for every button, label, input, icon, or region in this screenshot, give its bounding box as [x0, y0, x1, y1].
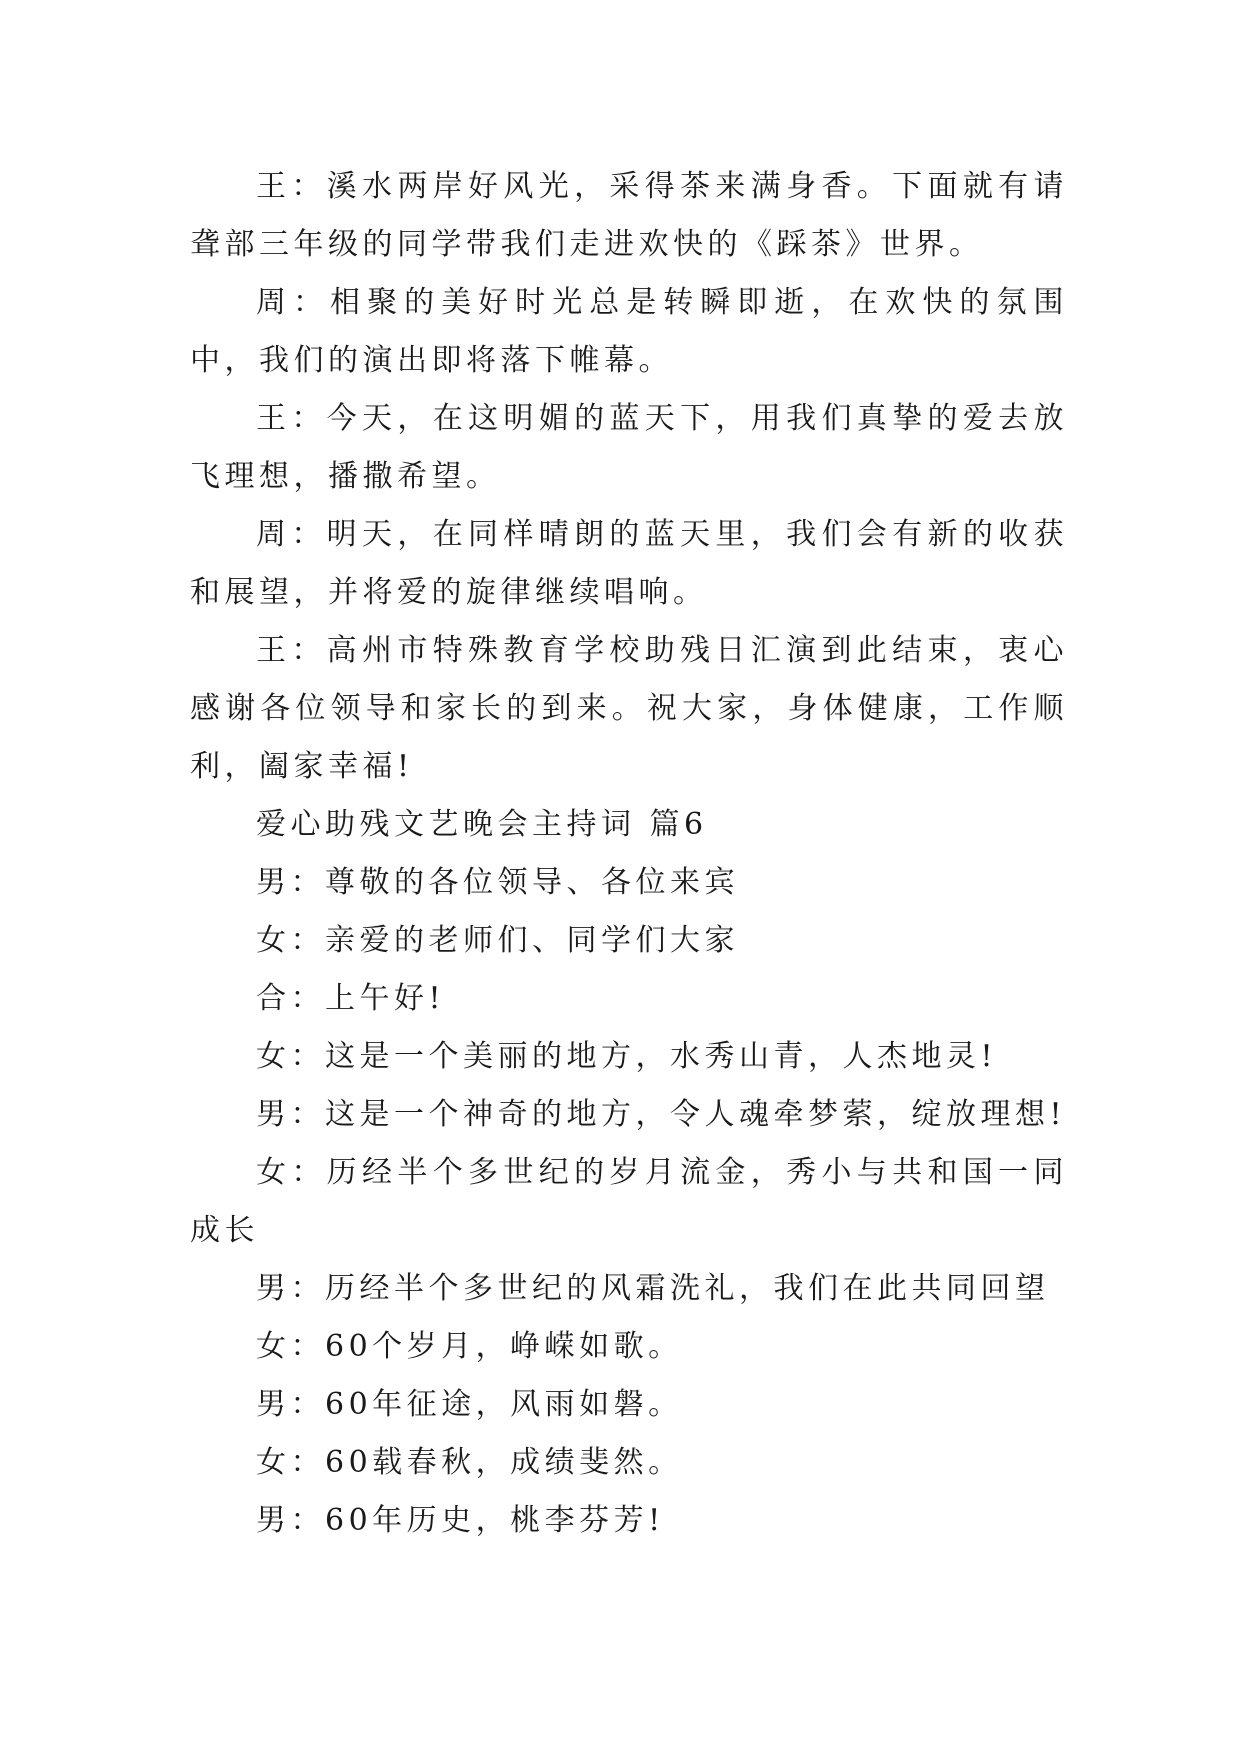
paragraph: 合：上午好!: [256, 981, 446, 1016]
document-page: [190, 158, 1068, 1550]
paragraph: 周：相聚的美好时光总是转瞬即逝，在欢快的氛围中，我们的演出即将落下帷幕。: [190, 285, 1068, 378]
paragraph: 女：60载春秋，成绩斐然。: [256, 1445, 683, 1480]
paragraph: 男：尊敬的各位领导、各位来宾: [256, 865, 739, 900]
paragraph: 王：溪水两岸好风光，采得茶来满身香。下面就有请聋部三年级的同学带我们走进欢快的《踩茶》世界。: [190, 169, 1068, 262]
paragraph: 男：60年征途，风雨如磐。: [256, 1387, 683, 1422]
paragraph: 王：高州市特殊教育学校助残日汇演到此结束，衷心感谢各位领导和家长的到来。祝大家，身体健康，工作顺利，阖家幸福!: [190, 633, 1068, 784]
paragraph: 女：这是一个美丽的地方，水秀山青，人杰地灵!: [256, 1039, 998, 1074]
paragraph: 王：今天，在这明媚的蓝天下，用我们真挚的爱去放飞理想，播撒希望。: [190, 401, 1068, 494]
paragraph: 男：这是一个神奇的地方，令人魂牵梦萦，绽放理想!: [256, 1097, 1067, 1132]
paragraph: 女：60个岁月，峥嵘如歌。: [256, 1329, 683, 1364]
paragraph: 周：明天，在同样晴朗的蓝天里，我们会有新的收获和展望，并将爱的旋律继续唱响。: [190, 517, 1068, 610]
paragraph: 男：历经半个多世纪的风霜洗礼，我们在此共同回望: [256, 1271, 1050, 1306]
paragraph: 男：60年历史，桃李芬芳!: [256, 1503, 665, 1538]
paragraph: 女：历经半个多世纪的岁月流金，秀小与共和国一同成长: [190, 1155, 1068, 1248]
paragraph: 女：亲爱的老师们、同学们大家: [256, 923, 739, 958]
section-heading: 爱心助残文艺晚会主持词 篇6: [256, 807, 708, 842]
